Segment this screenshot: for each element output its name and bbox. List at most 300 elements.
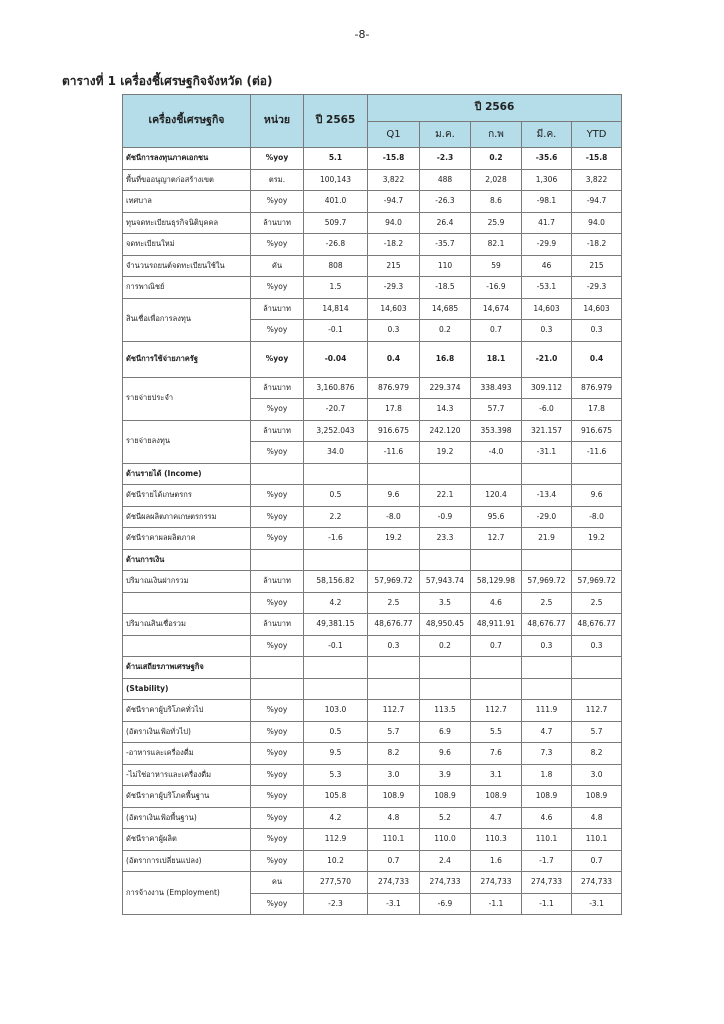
row-value: -1.7 [522,850,572,872]
header-period: YTD [572,122,622,148]
row-unit: %yoy [251,399,304,421]
row-value: 3.0 [572,764,622,786]
row-label: (อัตราเงินเฟ้อพื้นฐาน) [123,807,251,829]
row-label: สินเชื่อเพื่อการลงทุน [123,298,251,341]
row-value: 57,969.72 [368,571,420,593]
table-row [123,298,622,320]
row-label: ดัชนีการลงทุนภาคเอกชน [123,148,251,170]
row-value: -0.9 [420,506,471,528]
row-value: 4.6 [522,807,572,829]
table-row [123,700,622,722]
row-value [572,463,622,485]
row-value: 0.4 [368,341,420,377]
row-value: -11.6 [572,442,622,464]
row-unit: ล้านบาท [251,377,304,399]
row-value: -35.7 [420,234,471,256]
row-unit: %yoy [251,191,304,213]
row-value: 4.2 [304,807,368,829]
row-value: 10.2 [304,850,368,872]
row-value: 215 [368,255,420,277]
row-unit: %yoy [251,700,304,722]
row-value: -29.9 [522,234,572,256]
row-value: 112.7 [471,700,522,722]
row-value: -1.6 [304,528,368,550]
row-value: -18.5 [420,277,471,299]
row-value: 0.2 [420,635,471,657]
row-unit: %yoy [251,592,304,614]
row-value: 1.6 [471,850,522,872]
table-row [123,341,622,377]
row-value: -0.1 [304,635,368,657]
row-value: 274,733 [572,872,622,894]
row-value: 108.9 [368,786,420,808]
row-value: 3.5 [420,592,471,614]
row-value: -4.0 [471,442,522,464]
row-value: 110.3 [471,829,522,851]
row-unit [251,657,304,679]
row-value: -13.4 [522,485,572,507]
row-value: 488 [420,169,471,191]
section-row [123,463,622,485]
row-label: ด้านเสถียรภาพเศรษฐกิจ [123,657,251,679]
row-unit: %yoy [251,807,304,829]
header-indicator: เครื่องชี้เศรษฐกิจ [123,95,251,148]
row-label: พื้นที่ขออนุญาตก่อสร้างเขต [123,169,251,191]
row-value: 94.0 [368,212,420,234]
row-label: ดัชนีราคาผู้ผลิต [123,829,251,851]
row-unit: %yoy [251,764,304,786]
row-unit: %yoy [251,743,304,765]
row-unit: %yoy [251,528,304,550]
row-value: 5.2 [420,807,471,829]
table-row [123,829,622,851]
row-value: 2.5 [572,592,622,614]
row-value: 12.7 [471,528,522,550]
table-row [123,377,622,399]
row-value: 57.7 [471,399,522,421]
row-value [572,657,622,679]
row-value: 876.979 [572,377,622,399]
row-value: -35.6 [522,148,572,170]
row-value: 103.0 [304,700,368,722]
row-value: 2.5 [522,592,572,614]
row-value: 49,381.15 [304,614,368,636]
row-value: 100,143 [304,169,368,191]
row-value: 17.8 [368,399,420,421]
row-value: -29.0 [522,506,572,528]
row-value: 5.1 [304,148,368,170]
row-unit: ล้านบาท [251,614,304,636]
row-value: 26.4 [420,212,471,234]
header-period: มี.ค. [522,122,572,148]
row-label: ดัชนีราคาผู้บริโภคทั่วไป [123,700,251,722]
row-value: 353.398 [471,420,522,442]
table-row [123,807,622,829]
row-value: 0.7 [572,850,622,872]
row-value: 19.2 [572,528,622,550]
row-value [304,463,368,485]
table-row [123,212,622,234]
row-value: 19.2 [420,442,471,464]
row-value: 3.1 [471,764,522,786]
row-value: 5.3 [304,764,368,786]
row-value: 876.979 [368,377,420,399]
section-row [123,657,622,679]
row-value [368,678,420,700]
row-value: 41.7 [522,212,572,234]
row-value: 14,603 [572,298,622,320]
row-unit: %yoy [251,721,304,743]
row-value: 0.3 [368,635,420,657]
row-value: -2.3 [304,893,368,915]
row-value: 3.0 [368,764,420,786]
row-label: -ไม่ใช่อาหารและเครื่องดื่ม [123,764,251,786]
row-value: 112.9 [304,829,368,851]
row-value: 82.1 [471,234,522,256]
row-value: 4.8 [368,807,420,829]
row-value: 0.3 [522,635,572,657]
row-value: 3.9 [420,764,471,786]
row-value: 18.1 [471,341,522,377]
row-value [471,463,522,485]
row-value: 110.0 [420,829,471,851]
row-value: 14,685 [420,298,471,320]
row-label [123,635,251,657]
row-value [420,549,471,571]
row-value: -0.04 [304,341,368,377]
row-value: 108.9 [420,786,471,808]
table-row [123,506,622,528]
row-value: 916.675 [368,420,420,442]
row-value: 7.3 [522,743,572,765]
row-value: 1,306 [522,169,572,191]
row-value: 112.7 [368,700,420,722]
row-value: 0.3 [522,320,572,342]
table-row [123,191,622,213]
row-value: -15.8 [572,148,622,170]
row-value: 108.9 [572,786,622,808]
row-value: -18.2 [572,234,622,256]
row-value: 2,028 [471,169,522,191]
row-unit: %yoy [251,786,304,808]
row-unit [251,463,304,485]
row-value: 19.2 [368,528,420,550]
row-value: 48,911.91 [471,614,522,636]
table-row [123,635,622,657]
row-value [522,657,572,679]
row-unit: %yoy [251,829,304,851]
row-value: 0.7 [471,320,522,342]
row-unit: %yoy [251,506,304,528]
table-row [123,234,622,256]
row-value: 0.2 [420,320,471,342]
row-value: 57,969.72 [572,571,622,593]
section-row [123,678,622,700]
row-label: ดัชนีการใช้จ่ายภาครัฐ [123,341,251,377]
row-value: 58,156.82 [304,571,368,593]
row-value: 57,969.72 [522,571,572,593]
row-label: ทุนจดทะเบียนธุรกิจนิติบุคคล [123,212,251,234]
row-value: 0.3 [572,320,622,342]
row-value: 111.9 [522,700,572,722]
row-value [522,463,572,485]
row-value: 274,733 [420,872,471,894]
row-value: 2.4 [420,850,471,872]
row-value: 274,733 [471,872,522,894]
row-value: -3.1 [368,893,420,915]
row-value: 9.6 [572,485,622,507]
row-value: -98.1 [522,191,572,213]
row-label: ดัชนีราคาผลผลิตภาค [123,528,251,550]
table-row [123,571,622,593]
row-value: 21.9 [522,528,572,550]
table-row [123,592,622,614]
row-value: -20.7 [304,399,368,421]
row-unit: %yoy [251,234,304,256]
row-value: 4.7 [522,721,572,743]
row-value: 338.493 [471,377,522,399]
row-value: 321.157 [522,420,572,442]
row-value [368,463,420,485]
table-row [123,872,622,894]
row-unit: %yoy [251,320,304,342]
row-label: จำนวนรถยนต์จดทะเบียนใช้ใน [123,255,251,277]
row-value: 7.6 [471,743,522,765]
row-value: 48,676.77 [368,614,420,636]
row-value: 46 [522,255,572,277]
row-value: -1.1 [471,893,522,915]
row-value: 5.5 [471,721,522,743]
row-value: 0.3 [572,635,622,657]
row-value: 8.6 [471,191,522,213]
row-value: 0.5 [304,721,368,743]
row-value [572,678,622,700]
row-label: รายจ่ายลงทุน [123,420,251,463]
row-unit: %yoy [251,635,304,657]
row-unit: %yoy [251,850,304,872]
table-row [123,277,622,299]
row-value: 110 [420,255,471,277]
row-value: 8.2 [572,743,622,765]
row-value: -8.0 [368,506,420,528]
row-value: 108.9 [522,786,572,808]
row-value: 105.8 [304,786,368,808]
row-unit: ล้านบาท [251,571,304,593]
row-value: -94.7 [572,191,622,213]
row-value: 0.5 [304,485,368,507]
row-value: 242.120 [420,420,471,442]
row-value: 57,943.74 [420,571,471,593]
row-label: ปริมาณเงินฝากรวม [123,571,251,593]
row-value: 401.0 [304,191,368,213]
row-value: 6.9 [420,721,471,743]
row-value: 3,160.876 [304,377,368,399]
row-value: 3,822 [572,169,622,191]
row-value: 113.5 [420,700,471,722]
row-value: -1.1 [522,893,572,915]
row-value: 0.4 [572,341,622,377]
row-value: 112.7 [572,700,622,722]
table-body [123,148,622,915]
row-value: 17.8 [572,399,622,421]
row-value: 48,676.77 [522,614,572,636]
row-label: จดทะเบียนใหม่ [123,234,251,256]
row-value: -18.2 [368,234,420,256]
row-value: 916.675 [572,420,622,442]
row-value: 48,676.77 [572,614,622,636]
row-label: ดัชนีราคาผู้บริโภคพื้นฐาน [123,786,251,808]
row-unit: %yoy [251,277,304,299]
table-row [123,850,622,872]
row-value: 14,674 [471,298,522,320]
row-value [368,657,420,679]
row-value: -29.3 [572,277,622,299]
row-value [420,463,471,485]
row-value [368,549,420,571]
row-label: ด้านการเงิน [123,549,251,571]
header-period: Q1 [368,122,420,148]
row-label: (อัตราการเปลี่ยนแปลง) [123,850,251,872]
row-value: 1.5 [304,277,368,299]
row-label: ดัชนีรายได้เกษตรกร [123,485,251,507]
row-value: 4.2 [304,592,368,614]
row-value: -31.1 [522,442,572,464]
row-value: 274,733 [522,872,572,894]
header-unit: หน่วย [251,95,304,148]
row-value: 0.7 [471,635,522,657]
row-value: 309.112 [522,377,572,399]
table-row [123,485,622,507]
row-value [471,678,522,700]
row-value [572,549,622,571]
row-unit: %yoy [251,442,304,464]
row-value: 48,950.45 [420,614,471,636]
row-unit: ล้านบาท [251,212,304,234]
header-period: ม.ค. [420,122,471,148]
row-value: -0.1 [304,320,368,342]
table-row [123,743,622,765]
table-row [123,255,622,277]
row-value: 59 [471,255,522,277]
row-value: 14,814 [304,298,368,320]
row-label: (Stability) [123,678,251,700]
table-title: ตารางที่ 1 เครื่องชี้เศรษฐกิจจังหวัด (ต่อ) [62,74,273,88]
header-period: ก.พ [471,122,522,148]
table-row [123,721,622,743]
row-value: 8.2 [368,743,420,765]
row-value: 23.3 [420,528,471,550]
row-unit: %yoy [251,893,304,915]
row-label: ดัชนีผลผลิตภาคเกษตรกรรม [123,506,251,528]
row-value: -2.3 [420,148,471,170]
row-value: 0.2 [471,148,522,170]
row-value [420,657,471,679]
table-row [123,420,622,442]
row-value: 58,129.98 [471,571,522,593]
row-label: รายจ่ายประจำ [123,377,251,420]
row-value: 229.374 [420,377,471,399]
row-value: 94.0 [572,212,622,234]
row-value: 108.9 [471,786,522,808]
row-label: ปริมาณสินเชื่อรวม [123,614,251,636]
row-value [522,549,572,571]
row-value: 110.1 [522,829,572,851]
header-year-curr: ปี 2566 [368,95,622,122]
row-value: 14.3 [420,399,471,421]
row-label: (อัตราเงินเฟ้อทั่วไป) [123,721,251,743]
header-year-prev: ปี 2565 [304,95,368,148]
row-unit: คน [251,872,304,894]
row-unit: คัน [251,255,304,277]
table-row [123,764,622,786]
row-value [304,678,368,700]
row-value: -53.1 [522,277,572,299]
table-row [123,148,622,170]
row-value: -26.3 [420,191,471,213]
table-row [123,786,622,808]
row-value: 1.8 [522,764,572,786]
row-value: 3,822 [368,169,420,191]
row-label: -อาหารและเครื่องดื่ม [123,743,251,765]
row-unit: ตรม. [251,169,304,191]
row-unit [251,678,304,700]
row-value: 110.1 [368,829,420,851]
row-value: -3.1 [572,893,622,915]
row-label: ด้านรายได้ (Income) [123,463,251,485]
row-value: -16.9 [471,277,522,299]
row-value: 808 [304,255,368,277]
indicator-table [122,94,622,915]
row-label: เทศบาล [123,191,251,213]
row-value: 2.2 [304,506,368,528]
row-value: -26.8 [304,234,368,256]
row-value: 4.8 [572,807,622,829]
row-value: 16.8 [420,341,471,377]
row-unit: %yoy [251,485,304,507]
row-value: 3,252.043 [304,420,368,442]
row-value: -11.6 [368,442,420,464]
row-value: 4.6 [471,592,522,614]
row-value: 0.7 [368,850,420,872]
row-value: 0.3 [368,320,420,342]
row-value [304,657,368,679]
table-row [123,614,622,636]
row-value: 14,603 [522,298,572,320]
row-value: 5.7 [572,721,622,743]
row-value: -6.0 [522,399,572,421]
row-unit [251,549,304,571]
row-value [522,678,572,700]
row-value: 22.1 [420,485,471,507]
row-value: -29.3 [368,277,420,299]
row-value: -8.0 [572,506,622,528]
row-value: 4.7 [471,807,522,829]
row-value: -15.8 [368,148,420,170]
row-value [471,549,522,571]
row-label: การจ้างงาน (Employment) [123,872,251,915]
row-value: 2.5 [368,592,420,614]
row-label [123,592,251,614]
row-value [304,549,368,571]
row-value [420,678,471,700]
row-value: 120.4 [471,485,522,507]
row-unit: %yoy [251,341,304,377]
row-value: 509.7 [304,212,368,234]
row-value: 215 [572,255,622,277]
row-value: 5.7 [368,721,420,743]
page-number: -8- [354,28,370,41]
row-value: -21.0 [522,341,572,377]
